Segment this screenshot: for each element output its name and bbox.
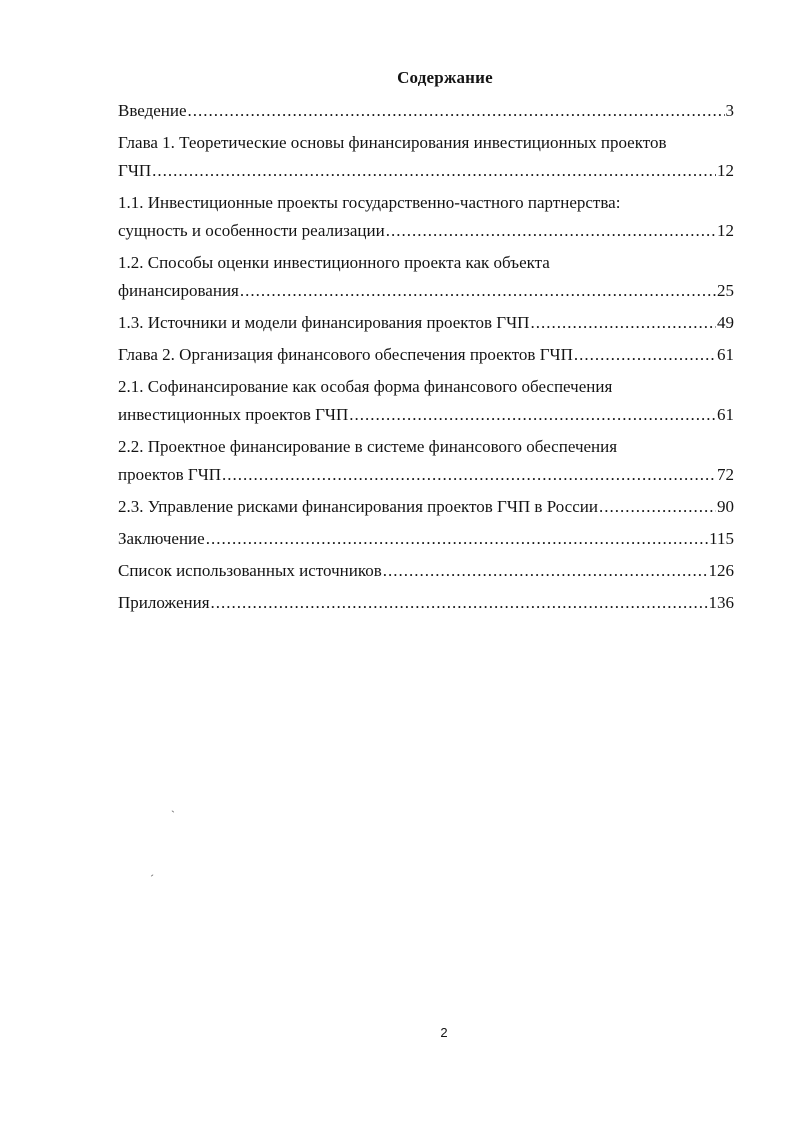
toc-entry-section-1-3: [118, 309, 734, 337]
toc-entry-page: 61: [717, 345, 734, 364]
toc-entry-title: сущность и особенности реализации: [118, 221, 385, 240]
toc-entry-page: 12: [717, 161, 734, 180]
toc-entry-references: [118, 557, 734, 585]
dot-leader: [599, 493, 716, 521]
toc-entry-title: Введение: [118, 101, 187, 120]
toc-entry-title: Приложения: [118, 593, 210, 612]
dot-leader: [152, 157, 716, 185]
toc-entry-page: 136: [708, 593, 734, 612]
dot-leader: [386, 217, 716, 245]
toc-entry-appendices: [118, 589, 734, 617]
toc-entry-page: 25: [717, 281, 734, 300]
toc-entry-title: Список использованных источников: [118, 561, 382, 580]
toc-entry-title-line-1: 1.2. Способы оценки инвестиционного проекта как объекта: [118, 253, 550, 272]
toc-entry-title: ГЧП: [118, 161, 152, 180]
dot-leader: [240, 277, 716, 305]
toc-entry-page: 49: [717, 313, 734, 332]
toc-entry-page: 12: [717, 221, 734, 240]
toc-entry-introduction: [118, 97, 734, 125]
toc-entry-section-2-3: [118, 493, 734, 521]
dot-leader: [349, 401, 716, 429]
toc-entry-chapter-2: [118, 341, 734, 369]
toc-entry-section-2-2: [118, 433, 734, 489]
toc-entry-page: 126: [708, 561, 734, 580]
toc-entry-section-1-2: [118, 249, 734, 305]
toc-entry-section-1-1: [118, 189, 734, 245]
toc-entry-title: 2.3. Управление рисками финансирования проектов ГЧП в России: [118, 497, 598, 516]
toc-entry-title: 1.3. Источники и модели финансирования проектов ГЧП: [118, 313, 530, 332]
toc-entry-page: 115: [709, 529, 734, 548]
toc-heading: Содержание: [397, 68, 493, 87]
scan-speck: ˊ: [150, 872, 154, 886]
toc-entry-page: 72: [717, 465, 734, 484]
toc-entry-title: Заключение: [118, 529, 205, 548]
dot-leader: [222, 461, 716, 489]
toc-entry-title: финансирования: [118, 281, 239, 300]
dot-leader: [530, 309, 716, 337]
scan-speck: ˋ: [171, 808, 175, 822]
table-of-contents: [118, 97, 734, 621]
toc-entry-page: 3: [725, 101, 734, 120]
toc-entry-page: 61: [717, 405, 734, 424]
toc-entry-page: 90: [717, 497, 734, 516]
toc-entry-title: Глава 2. Организация финансового обеспечения проектов ГЧП: [118, 345, 573, 364]
dot-leader: [383, 557, 708, 585]
toc-entry-section-2-1: [118, 373, 734, 429]
toc-entry-title-line-1: 2.1. Софинансирование как особая форма финансового обеспечения: [118, 377, 613, 396]
page-number: 2: [440, 1025, 448, 1040]
dot-leader: [188, 97, 725, 125]
toc-entry-conclusion: [118, 525, 734, 553]
toc-entry-title-line-1: 2.2. Проектное финансирование в системе финансового обеспечения: [118, 437, 618, 456]
toc-entry-title-line-1: 1.1. Инвестиционные проекты государственно-частного партнерства:: [118, 193, 621, 212]
toc-entry-title: проектов ГЧП: [118, 465, 222, 484]
dot-leader: [211, 589, 708, 617]
dot-leader: [574, 341, 716, 369]
toc-entry-chapter-1: [118, 129, 734, 185]
toc-entry-title: инвестиционных проектов ГЧП: [118, 405, 349, 424]
dot-leader: [206, 525, 708, 553]
toc-entry-title-line-1: Глава 1. Теоретические основы финансирования инвестиционных проектов: [118, 133, 667, 152]
